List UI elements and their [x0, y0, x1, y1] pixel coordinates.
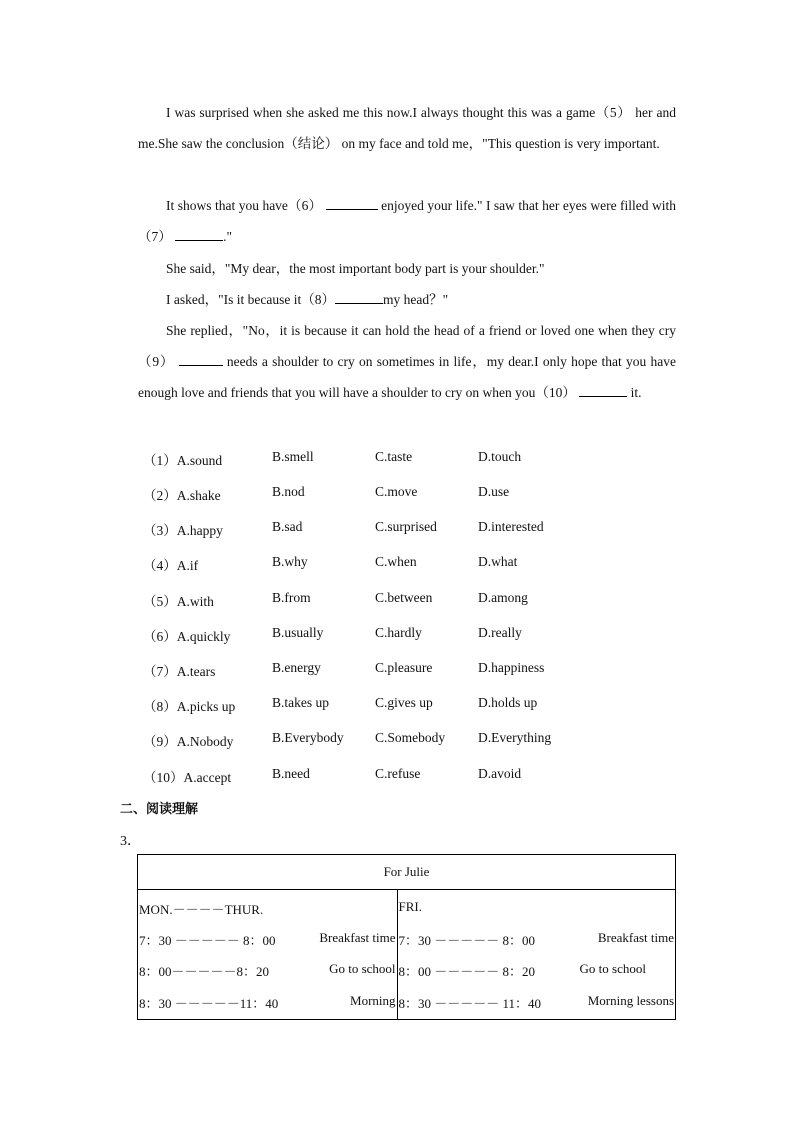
schedule-column-fri: [397, 890, 675, 1020]
option-a[interactable]: （5）A.with: [143, 594, 214, 609]
option-a[interactable]: （8）A.picks up: [143, 699, 236, 714]
blank-10: [579, 382, 627, 397]
option-b[interactable]: B.smell: [272, 449, 314, 464]
schedule-table: [137, 854, 676, 1020]
option-a[interactable]: （10）A.accept: [143, 770, 232, 785]
passage-paragraph-2: [138, 190, 676, 252]
schedule-row: [139, 930, 396, 950]
option-c[interactable]: C.taste: [375, 449, 413, 464]
option-a[interactable]: （7）A.tears: [143, 664, 216, 679]
option-b[interactable]: B.from: [272, 590, 311, 605]
time-range: 8：30 －－－－－11：40: [139, 996, 279, 1011]
time-range: 7：30 －－－－－ 8：00: [398, 933, 536, 948]
option-c[interactable]: C.gives up: [375, 695, 433, 710]
blank-8: [335, 289, 383, 304]
passage-text: She replied，"No，it is because it can hold the head of a friend or loved one when they cry（9）: [138, 323, 676, 369]
passage-paragraph-5: [138, 315, 676, 408]
schedule-row: [399, 961, 674, 981]
passage-text: my head？": [382, 292, 449, 307]
day-range: MON.－－－－THUR.: [139, 902, 264, 917]
activity: Morning: [350, 993, 396, 1008]
option-c[interactable]: C.move: [375, 484, 418, 499]
passage-text: it.: [630, 385, 642, 400]
passage-text: enjoyed your life." I saw that her eyes were filled with（7）: [138, 198, 677, 244]
option-d[interactable]: D.interested: [478, 519, 544, 534]
option-d[interactable]: D.holds up: [478, 695, 538, 710]
option-b[interactable]: B.usually: [272, 625, 324, 640]
option-d[interactable]: D.among: [478, 590, 528, 605]
option-b[interactable]: B.sad: [272, 519, 303, 534]
blank-7: [175, 226, 223, 241]
passage-text: It shows that you have（6）: [166, 198, 323, 213]
option-d[interactable]: D.really: [478, 625, 522, 640]
option-c[interactable]: C.hardly: [375, 625, 422, 640]
time-range: 8：00－－－－－8：20: [139, 964, 270, 979]
activity: Morning lessons: [587, 993, 674, 1008]
section-heading: 二、阅读理解: [120, 802, 199, 817]
time-range: 7：30 －－－－－ 8：00: [139, 933, 276, 948]
option-a[interactable]: （4）A.if: [143, 558, 199, 573]
option-c[interactable]: C.pleasure: [375, 660, 433, 675]
option-a[interactable]: （6）A.quickly: [143, 629, 231, 644]
option-a[interactable]: （1）A.sound: [143, 453, 223, 468]
passage-text: She said，"My dear，the most important body part is your shoulder.": [166, 261, 545, 276]
option-d[interactable]: D.Everything: [478, 730, 552, 745]
option-d[interactable]: D.happiness: [478, 660, 545, 675]
option-c[interactable]: C.between: [375, 590, 433, 605]
passage-paragraph-1: [138, 97, 676, 159]
schedule-header: [399, 899, 674, 919]
option-d[interactable]: D.avoid: [478, 766, 522, 781]
option-d[interactable]: D.touch: [478, 449, 522, 464]
option-b[interactable]: B.why: [272, 554, 308, 569]
passage-text: .": [223, 229, 233, 244]
option-a[interactable]: （2）A.shake: [143, 488, 221, 503]
schedule-row: [139, 961, 396, 981]
option-a[interactable]: （9）A.Nobody: [143, 734, 234, 749]
time-range: 8：30 －－－－－ 11：40: [398, 996, 542, 1011]
option-c[interactable]: C.when: [375, 554, 417, 569]
option-c[interactable]: C.Somebody: [375, 730, 446, 745]
blank-6: [326, 195, 378, 210]
passage-text: I asked，"Is it because it（8）: [166, 292, 335, 307]
schedule-row: [399, 993, 674, 1013]
schedule-title: For Julie: [138, 855, 676, 890]
schedule-row: [399, 930, 674, 950]
question-number: 3．: [120, 834, 141, 849]
passage-text: I was surprised when she asked me this now.I always thought this was a game（5） her and me.She saw the conclusion（结论） on my face and told me，"This question is very important.: [138, 105, 676, 151]
option-b[interactable]: B.nod: [272, 484, 305, 499]
activity: Go to school: [579, 961, 646, 976]
option-a[interactable]: （3）A.happy: [143, 523, 223, 538]
option-b[interactable]: B.takes up: [272, 695, 329, 710]
schedule-column-mon-thur: [138, 890, 398, 1020]
blank-9: [179, 351, 223, 366]
activity: Go to school: [329, 961, 396, 976]
option-d[interactable]: D.use: [478, 484, 510, 499]
option-b[interactable]: B.energy: [272, 660, 321, 675]
option-b[interactable]: B.need: [272, 766, 310, 781]
activity: Breakfast time: [319, 930, 396, 945]
time-range: 8：00 －－－－－ 8：20: [398, 964, 536, 979]
schedule-row: [139, 993, 396, 1013]
passage-text: needs a shoulder to cry on sometimes in life，my dear.I only hope that you have enough love and friends that you will have a shoulder to cry on when you（10）: [138, 354, 677, 400]
option-d[interactable]: D.what: [478, 554, 518, 569]
passage-paragraph-4: [138, 284, 676, 315]
passage-paragraph-3: [138, 253, 676, 284]
activity: Breakfast time: [597, 930, 674, 945]
option-b[interactable]: B.Everybody: [272, 730, 344, 745]
option-c[interactable]: C.surprised: [375, 519, 437, 534]
schedule-header: [139, 899, 396, 919]
option-c[interactable]: C.refuse: [375, 766, 421, 781]
day-range: FRI.: [398, 899, 422, 914]
